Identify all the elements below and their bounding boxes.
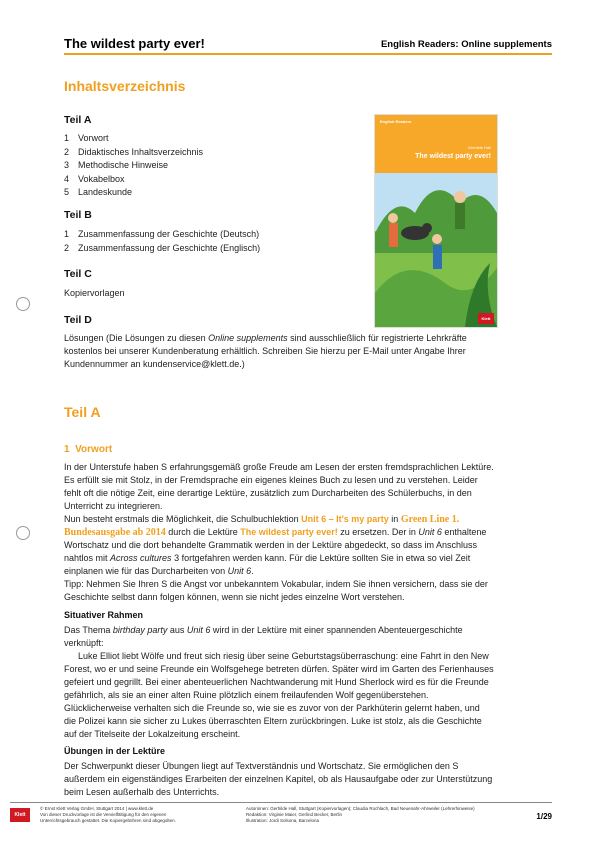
subsection-heading: 1 Vorwort (64, 444, 113, 455)
series-name: English Readers: Online supplements (380, 39, 552, 50)
list-item: 5 Landeskunde (64, 187, 133, 197)
subheading-situativ: Situativer Rahmen (64, 610, 144, 620)
list-item: 1 Zusammenfassung der Geschichte (Deutsch) (64, 229, 260, 239)
toc-teil-c-text: Kopiervorlagen (64, 288, 125, 298)
tip-paragraph: Tipp: Nehmen Sie Ihren S die Angst vor unbekanntem Vokabular, indem Sie ihnen versichern, dass sie der Geschichte selbst dann folgen können, wenn sie nicht jedes einzelne Wort verstehen. (64, 579, 488, 602)
subheading-uebungen: Übungen in der Lektüre (64, 746, 166, 756)
section-heading: Teil A (64, 404, 101, 420)
cover-publisher-logo: Klett (478, 313, 494, 324)
toc-teil-c-heading: Teil C (64, 268, 92, 280)
toc-heading: Inhaltsverzeichnis (64, 78, 186, 94)
toc-teil-b-heading: Teil B (64, 209, 92, 221)
list-item: 2 Zusammenfassung der Geschichte (Englisch) (64, 242, 261, 253)
book-cover-image (374, 114, 498, 328)
list-item: 2 Didaktisches Inhaltsverzeichnis (64, 146, 204, 157)
document-title: The wildest party ever! (64, 36, 205, 51)
footer-divider (10, 802, 552, 803)
header-divider (64, 53, 552, 55)
toc-teil-d-text: Lösungen (Die Lösungen zu diesen Online supplements sind ausschließlich für registrierte Lehrkräfte kostenlos bei unserer Kundenberatung erhältlich. Schreiben Sie hierzu per E-Mail unter Angabe Ihrer Kundennummer an kundenservice@klett.de.) (64, 333, 467, 369)
cover-series: English Readers (380, 119, 412, 124)
footer-credits: Autorinnen: Gerhilde Hall, Stuttgart (Kopiervorlagen); Claudia Rochlach, Bad Neuenahr-Ahrweiler (Lehrerhinweise) Redaktion: Virginie Maier, Gerlind Becker, Berlin Illustration: Jordi Solsona, Barcelona (246, 806, 475, 823)
cover-author: Gerhilde Hall (467, 145, 491, 150)
cover-illustration (375, 173, 497, 327)
footer-copyright: © Ernst Klett Verlag GmbH, Stuttgart 2014 | www.klett.de Von dieser Druckvorlage ist die Vervielfältigung für den eigenen Unterrichtsgebrauch gestattet. Die Kopiergebühren sind abgegolten. (40, 806, 176, 823)
story-summary: Luke Elliot liebt Wölfe und freut sich riesig über seine Geburtstagsüberraschung: eine Fahrt in den New Forest, wo er und seine Freunde ein Wolfsgehege betreten dürfen. Später wird im Garten des Ferienhauses gefeiert und gegrillt. Bei einer abenteuerlichen Nachtwanderung mit Hund Sherlock wird es für die Freunde gefährlich, als sie an einer alten Ruine plötzlich einem freilaufenden Wolf gegenüberstehen. Glücklicherweise verhalten sich die Freunde so, wie sie es zuvor von der Parkhüterin gelernt haben, und die Polizei kann sie sicher zu Lukes überraschten Eltern zurückbringen. Luke ist stolz, als die Geschichte auf der Titelseite der Lokalzeitung erscheint. (64, 651, 494, 739)
list-item: 1 Vorwort (64, 133, 109, 143)
punch-hole-icon (16, 526, 30, 540)
list-item: 4 Vokabelbox (64, 173, 125, 184)
toc-teil-a-heading: Teil A (64, 114, 92, 126)
page-number: 1/29 (536, 812, 552, 821)
punch-hole-icon (16, 297, 30, 311)
cover-title: The wildest party ever! (415, 153, 491, 160)
toc-teil-a-list (64, 132, 203, 200)
paragraph: In der Unterstufe haben S erfahrungsgemäß große Freude am Lesen der ersten fremdsprachlichen Lektüre. Es erfüllt sie mit Stolz, in der Fremdsprache ein eigenes kleines Buch zu lesen und zu verstehen. Leider fehlt oft die nötige Zeit, eine derartige Lektüre, zusätzlich zum Durcharbeiten des Schülerbuchs, in den Unterricht zu integrieren. (64, 462, 494, 511)
paragraph: Das Thema birthday party aus Unit 6 wird in der Lektüre mit einer spannenden Abenteuergeschichte verknüpft: (64, 625, 463, 648)
paragraph: Der Schwerpunkt dieser Übungen liegt auf Textverständnis und Wortschatz. Sie ermöglichen den S außerdem ein eigenständiges Erarbeiten der einzelnen Kapitel, ob als Hausaufgabe oder zur Unterstützung beim Lesen außerhalb des Unterrichts. (64, 761, 493, 797)
paragraph: Nun besteht erstmals die Möglichkeit, die Schulbuchlektion Unit 6 – It's my party in Green Line 1. Bundesausgabe ab 2014 durch die Lektüre The wildest party ever! zu ersetzen. Der in Unit 6 enthaltene Wortschatz und die dort behandelte Grammatik werden in der Lektüre abgedeckt, so dass im Anschluss nahtlos mit Across cultures 3 fortgefahren werden kann. Für die Lektüre sollten Sie in etwa so viel Zeit einplanen wie für das Durcharbeiten von Unit 6. (64, 514, 487, 576)
list-item: 3 Methodische Hinweise (64, 160, 169, 170)
klett-logo: Klett (10, 808, 30, 822)
toc-teil-b-list (64, 228, 260, 255)
toc-teil-d-heading: Teil D (64, 314, 92, 326)
